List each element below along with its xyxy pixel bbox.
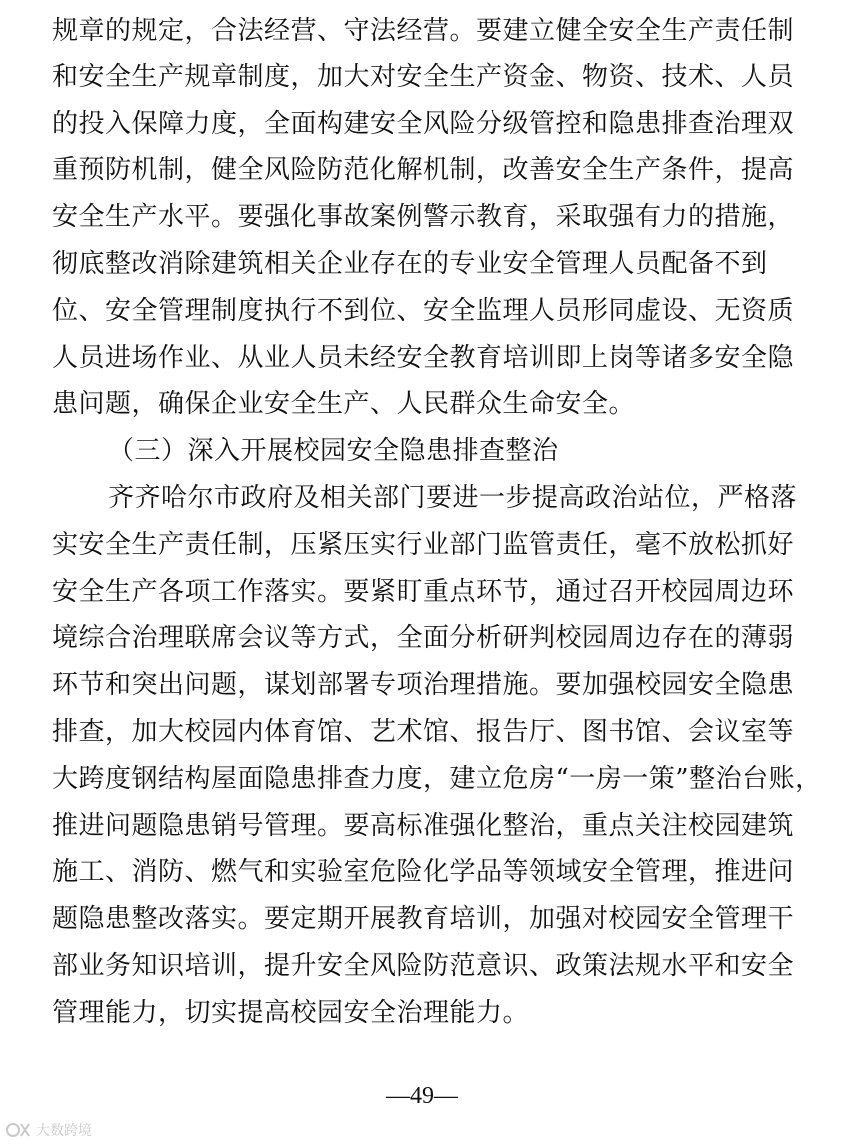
text-line: 实安全生产责任制，压紧压实行业部门监管责任，毫不放松抓好 (52, 530, 795, 560)
text-line: 安全生产水平。要强化事故案例警示教育，采取强有力的措施， (52, 202, 795, 232)
logo-icon (6, 1121, 32, 1139)
text-line: 环节和突出问题，谋划部署专项治理措施。要加强校园安全隐患 (52, 670, 795, 700)
text-line: 大跨度钢结构屋面隐患排查力度，建立危房“一房一策”整治台账， (52, 764, 822, 794)
text-line: 排查，加大校园内体育馆、艺术馆、报告厅、图书馆、会议室等 (52, 717, 795, 747)
watermark (6, 1118, 92, 1142)
text-line: 安全生产各项工作落实。要紧盯重点环节，通过召开校园周边环 (52, 577, 795, 607)
text-line: 和安全生产规章制度，加大对安全生产资金、物资、技术、人员 (52, 62, 795, 92)
text-line: 施工、消防、燃气和实验室危险化学品等领域安全管理，推进问 (52, 857, 795, 887)
text-line: 规章的规定，合法经营、守法经营。要建立健全安全生产责任制 (52, 16, 795, 46)
text-line: 重预防机制，健全风险防范化解机制，改善安全生产条件，提高 (52, 155, 795, 185)
page-number: —49— (386, 1083, 458, 1109)
text-line: 的投入保障力度，全面构建安全风险分级管控和隐患排查治理双 (52, 109, 795, 139)
text-line: 彻底整改消除建筑相关企业存在的专业安全管理人员配备不到 (52, 249, 768, 279)
section-heading: （三）深入开展校园安全隐患排查整治 (108, 436, 559, 466)
text-line: 人员进场作业、从业人员未经安全教育培训即上岗等诸多安全隐 (52, 343, 795, 373)
text-line: 题隐患整改落实。要定期开展教育培训，加强对校园安全管理干 (52, 904, 795, 934)
text-line: 部业务知识培训，提升安全风险防范意识、政策法规水平和安全 (52, 951, 795, 981)
text-line: 患问题，确保企业安全生产、人民群众生命安全。 (52, 389, 636, 419)
text-line: 齐齐哈尔市政府及相关部门要进一步提高政治站位，严格落 (108, 483, 798, 513)
text-line: 位、安全管理制度执行不到位、安全监理人员形同虚设、无资质 (52, 296, 795, 326)
text-line: 境综合治理联席会议等方式，全面分析研判校园周边存在的薄弱 (52, 623, 795, 653)
text-line: 管理能力，切实提高校园安全治理能力。 (52, 998, 530, 1028)
text-line: 推进问题隐患销号管理。要高标准强化整治，重点关注校园建筑 (52, 811, 795, 841)
watermark-text: 大数跨境 (36, 1123, 92, 1139)
